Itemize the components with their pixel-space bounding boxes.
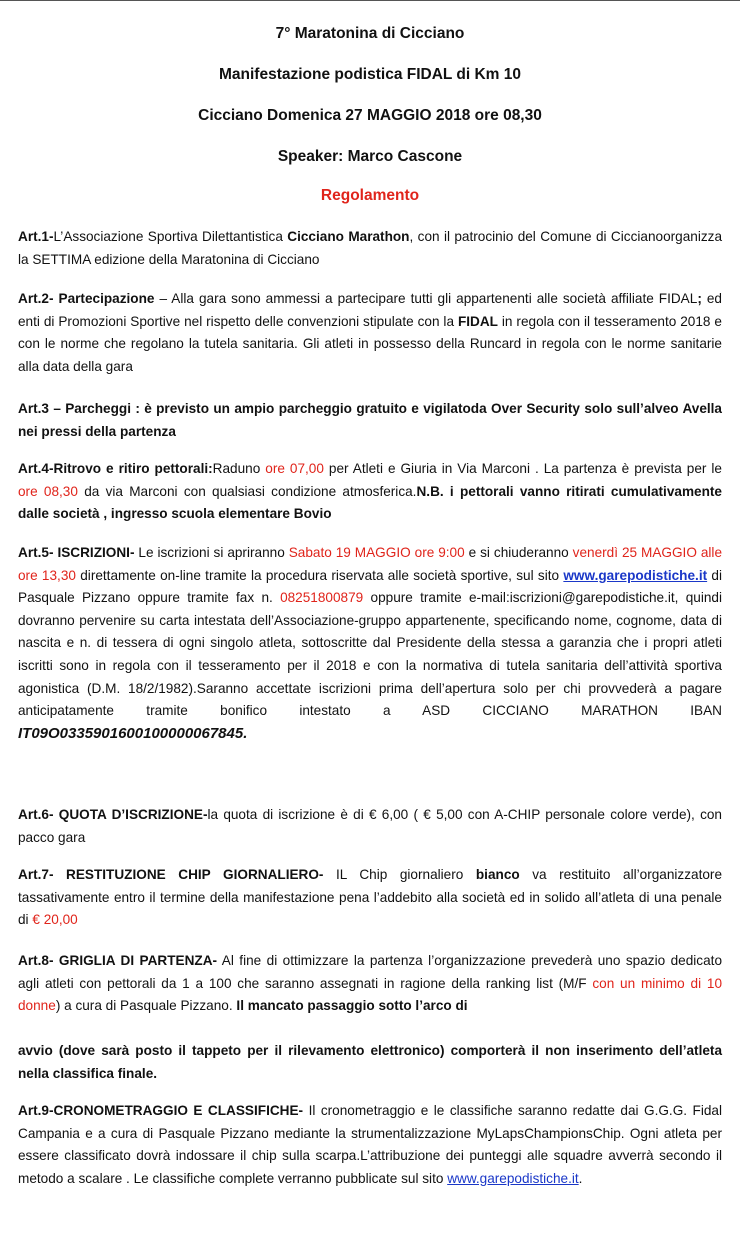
article-8: Art.8- GRIGLIA DI PARTENZA- Al fine di ottimizzare la partenza l’organizzazione prevederà uno spazio dedicato agli atleti con pettorali da 1 a 100 che saranno assegnati in ragione della ranking list (M/F con un minimo di 10 donne) a cura di Pasquale Pizzano. Il mancato passaggio sotto l’arco di bbox=[18, 953, 723, 1014]
page-title: 7° Maratonina di Cicciano bbox=[275, 25, 465, 42]
article-7: Art.7- RESTITUZIONE CHIP GIORNALIERO- IL Chip giornaliero bianco va restituito all’organizzatore tassativamente entro il termine della manifestazione pena l’addebito alla società ed in solido all’atleta di una penale di € 20,00 bbox=[18, 867, 722, 928]
top-rule bbox=[0, 0, 740, 1]
garepodistiche-link[interactable]: www.garepodistiche.it bbox=[447, 1170, 579, 1186]
event-date: Cicciano Domenica 27 MAGGIO 2018 ore 08,30 bbox=[198, 107, 542, 124]
article-9: Art.9-CRONOMETRAGGIO E CLASSIFICHE- Il cronometraggio e le classifiche saranno redatte dai G.G.G. Fidal Campania e a cura di Pasquale Pizzano mediante la strumentalizzazione MyLapsChampionsChip. Ogni atleta per essere classificato dovrà indossare il chip sulla scarpa.L’attribuzione dei punteggi alle squadre avverrà secondo il metodo a scalare . Le classifiche complete verranno pubblicate sul sito www.garepodistiche.it. bbox=[18, 1103, 722, 1186]
article-label: Art.8- GRIGLIA DI PARTENZA- bbox=[18, 953, 218, 968]
article-label: Art.1- bbox=[18, 229, 54, 244]
article-8-continued: avvio (dove sarà posto il tappeto per il rilevamento elettronico) comporterà il non inserimento dell’atleta nella classifica finale. bbox=[18, 1043, 722, 1081]
article-label: Art.4-Ritrovo e ritiro pettorali: bbox=[18, 461, 213, 476]
fax-number: 08251800879 bbox=[280, 590, 364, 606]
article-1: Art.1-L’Associazione Sportiva Dilettantistica Cicciano Marathon, con il patrocinio del Comune di Ciccianoorganizza la SETTIMA edizione della Maratonina di Cicciano bbox=[18, 229, 723, 267]
event-subtitle: Manifestazione podistica FIDAL di Km 10 bbox=[218, 66, 521, 83]
garepodistiche-link[interactable]: www.garepodistiche.it bbox=[563, 567, 708, 583]
article-2: Art.2- Partecipazione – Alla gara sono ammessi a partecipare tutti gli appartenenti alle società affiliate FIDAL; ed enti di Promozioni Sportive nel rispetto delle convenzioni stipulate con la FIDAL in regola con il tesseramento 2018 e con le norme che regolano la tutela sanitaria. Gli atleti in possesso della Runcard in regola con le norme sanitarie alla data della gara bbox=[18, 291, 722, 374]
speaker-line: Speaker: Marco Cascone bbox=[277, 148, 463, 165]
article-6: Art.6- QUOTA D’ISCRIZIONE-la quota di iscrizione è di € 6,00 ( € 5,00 con A-CHIP personale colore verde), con pacco gara bbox=[18, 807, 722, 845]
article-label: Art.6- QUOTA D’ISCRIZIONE- bbox=[18, 807, 208, 822]
article-4: Art.4-Ritrovo e ritiro pettorali:Raduno ore 07,00 per Atleti e Giuria in Via Marconi . La partenza è prevista per le ore 08,30 da via Marconi con qualsiasi condizione atmosferica.N.B. i pettorali vanno ritirati cumulativamente dalle società , ingresso scuola elementare Bovio bbox=[18, 461, 722, 522]
article-5: Art.5- ISCRIZIONI- Le iscrizioni si apriranno Sabato 19 MAGGIO ore 9:00 e si chiuderanno venerdì 25 MAGGIO alle ore 13,30 direttamente on-line tramite la procedura riservata alle società sportive, sul sito www.garepodistiche.it di Pasquale Pizzano oppure tramite fax n. 08251800879 oppure tramite e-mail:iscrizioni@garepodistiche.it, quindi dovranno pervenire su carta intestata dell’Associazione-gruppo appartenente, specificando nome, cognome, data di nascita e n. di tessera di ogni singolo atleta, sottoscritte dal Presidente della stessa a garanzia che i propri atleti iscritti sono in regola con il tesseramento per il 2018 e con la normativa di tutela sanitaria dell’attività sportiva agonistica (D.M. 18/2/1982).Saranno accettate iscrizioni prima dell’apertura solo per chi provvederà a pagare anticipatamente tramite bonifico intestato a ASD CICCIANO MARATHON IBAN IT09O0335901600100000067845. bbox=[18, 545, 723, 742]
article-label: Art.7- RESTITUZIONE CHIP GIORNALIERO- bbox=[18, 867, 324, 882]
article-label: Art.9-CRONOMETRAGGIO E CLASSIFICHE- bbox=[18, 1103, 304, 1118]
article-label: Art.5- ISCRIZIONI- bbox=[18, 545, 135, 560]
article-label: Art.2- Partecipazione bbox=[18, 291, 155, 306]
article-3: Art.3 – Parcheggi : è previsto un ampio parcheggio gratuito e vigilatoda Over Security solo sull’alveo Avella nei pressi della partenza bbox=[18, 401, 722, 439]
iban-code: IT09O0335901600100000067845. bbox=[18, 724, 248, 742]
section-heading-regolamento: Regolamento bbox=[320, 187, 420, 204]
